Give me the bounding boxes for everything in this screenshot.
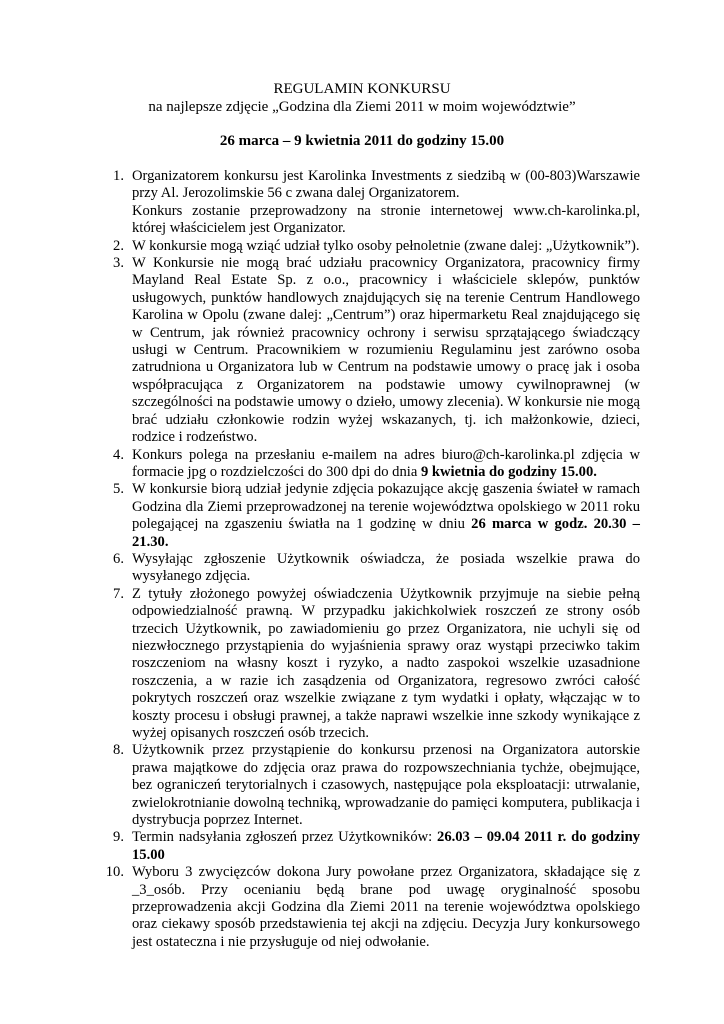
rule-bold-text: 9 kwietnia do godziny 15.00. (420, 463, 597, 480)
rule-number: 5. (113, 481, 124, 498)
rule-text: W konkursie biorą udział jedynie zdjęcia pokazujące akcję gaszenia świateł w ramach Godzina dla Ziemi przeprowadzonej na terenie województwa opolskiego w 2011 roku polegającej na zgaszeniu światła na 1 godzinę w dniu (132, 481, 640, 533)
rule-number: 4. (113, 446, 124, 463)
rule-bold-text: 26 marca w godz. 20.30 – 21.30. (132, 516, 640, 550)
rule-item (113, 446, 640, 482)
rule-text: W konkursie mogą wziąć udział tylko osoby pełnoletnie (zwane dalej: „Użytkownik”). (132, 237, 640, 254)
rule-text: Organizatorem konkursu jest Karolinka Investments z siedzibą w (00-803)Warszawie przy Al. Jerozolimskie 56 c zwana dalej Organizatorem. (132, 168, 640, 202)
rule-item (113, 829, 640, 864)
rule-number: 7. (113, 585, 124, 602)
rule-item (113, 481, 640, 551)
rule-text: Wyboru 3 zwycięzców dokona Jury powołane przez Organizatora, składające się z _3_osób. Przy ocenianiu będą brane pod uwagę oryginalność sposobu przeprowadzenia akcji Godzina dla Ziemi 2011 na terenie województwa opolskiego oraz ciekawy sposób przedstawienia tej akcji na zdjęciu. Decyzja Jury konkursowego jest ostateczna i nie przysługuje od niej odwołanie. (132, 864, 640, 950)
rule-item (113, 742, 640, 829)
rule-number: 8. (113, 742, 124, 759)
rule-item (105, 864, 640, 951)
rule-text: Wysyłając zgłoszenie Użytkownik oświadcza, że posiada wszelkie prawa do wysyłanego zdjęcia. (132, 550, 640, 585)
rule-item (113, 255, 640, 446)
rule-bold-text: 26.03 – 09.04 2011 r. do godziny 15.00 (132, 829, 640, 863)
rules-list (105, 168, 640, 951)
rule-item (113, 237, 640, 255)
document-title: REGULAMIN KONKURSU (273, 81, 451, 97)
rule-text: Konkurs polega na przesłaniu e-mailem na adres biuro@ch-karolinka.pl zdjęcia w formacie jpg o rozdzielczości do 300 dpi do dnia (132, 446, 640, 480)
document-subtitle: na najlepsze zdjęcie „Godzina dla Ziemi 2011 w moim województwie” (148, 99, 576, 115)
rule-text: Z tytuły złożonego powyżej oświadczenia Użytkownik przyjmuje na siebie pełną odpowiedzialność prawną. W przypadku jakichkolwiek roszczeń ze strony osób trzecich Użytkownik, po zawiadomieniu go przez Organizatora, nie uchyli się od niezwłocznego przystąpienia do wyjaśnienia sprawy oraz wystąpi przeciwko takim roszczeniom na własny koszt i ryzyko, a nadto zaspokoi wszelkie uzasadnione roszczenia, a w razie ich zasądzenia od Organizatora, regresowo zwróci całość pokrytych roszczeń oraz wszelkie związane z tym wydatki i opłaty, włączając w to koszty procesu i obsługi prawnej, a także naprawi wszelkie inne szkody wynikające z wyżej opisanych roszczeń osób trzecich. (132, 585, 640, 741)
rule-number: 10. (105, 864, 124, 881)
rule-number: 1. (113, 168, 124, 184)
rule-number: 3. (113, 255, 124, 272)
rule-item (113, 550, 640, 586)
rule-number: 2. (113, 237, 124, 254)
rule-item (113, 168, 640, 238)
rule-item (113, 585, 640, 743)
contest-dates: 26 marca – 9 kwietnia 2011 do godziny 15.00 (219, 133, 505, 149)
rule-text: W Konkursie nie mogą brać udziału pracownicy Organizatora, pracownicy firmy Mayland Real Estate Sp. z o.o., pracownicy i właściciele sklepów, punktów usługowych, punktów handlowych znajdujących się na terenie Centrum Handlowego Karolina w Opolu (zwane dalej: „Centrum”) oraz hipermarketu Real znajdującego się w Centrum, jak również pracownicy ochrony i serwisu sprzątającego świadczący usługi w Centrum. Pracownikiem w rozumieniu Regulaminu jest zarówno osoba zatrudniona u Organizatora lub w Centrum na podstawie umowy o pracę jak i osoba współpracująca z Organizatorem na podstawie umowy cywilnoprawnej (w szczególności na podstawie umowy o dzieło, umowy zlecenia). W konkursie nie mogą brać udziału członkowie rodzin wyżej wskazanych, tj. ich małżonkowie, dzieci, rodzice i rodzeństwo. (132, 255, 640, 446)
rule-number: 6. (113, 550, 124, 567)
rule-text: Użytkownik przez przystąpienie do konkursu przenosi na Organizatora autorskie prawa majątkowe do zdjęcia oraz prawa do rozpowszechniania tychże, obejmujące, bez ograniczeń terytorialnych i czasowych, następujące pola eksploatacji: utrwalanie, zwielokrotnianie dowolną techniką, wprowadzanie do pamięci komputera, publikacja i dystrybucja poprzez Internet. (132, 742, 640, 829)
rule-text: Konkurs zostanie przeprowadzony na stronie internetowej www.ch-karolinka.pl, której właścicielem jest Organizator. (132, 202, 640, 237)
rule-number: 9. (113, 829, 124, 846)
rule-text: Termin nadsyłania zgłoszeń przez Użytkowników: (132, 829, 438, 846)
